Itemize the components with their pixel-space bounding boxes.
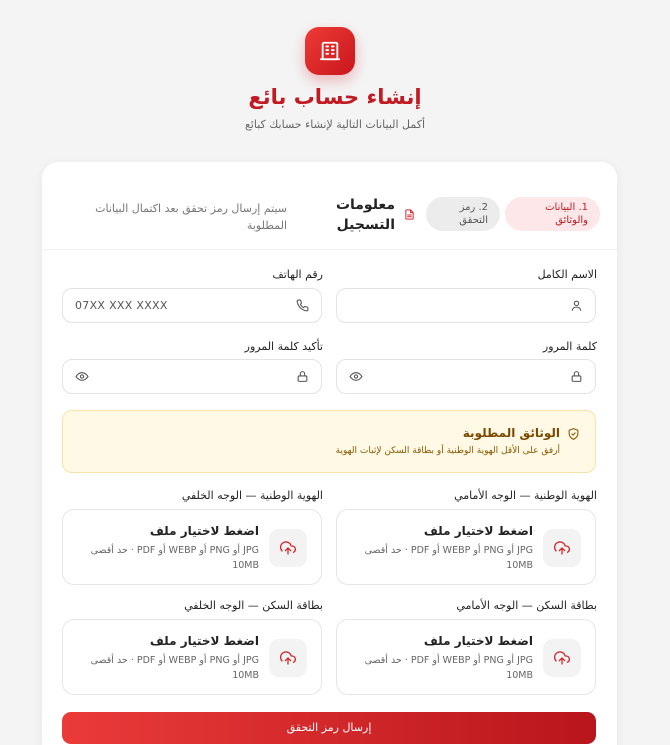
upload-residence-card-front[interactable]: [336, 619, 596, 695]
phone-icon: [296, 299, 309, 312]
page-subtitle: أكمل البيانات التالية لإنشاء حسابك كبائع: [244, 118, 426, 131]
notice-text: أرفق على الأقل الهوية الوطنية أو بطاقة السكن لإثبات الهوية: [335, 446, 560, 456]
registration-card: [42, 162, 617, 745]
upload-national-id-front[interactable]: [336, 509, 596, 585]
eye-icon[interactable]: [349, 370, 363, 383]
full-name-input[interactable]: [336, 288, 596, 323]
eye-icon[interactable]: [75, 370, 89, 383]
upload-hint: JPG أو PNG أو WEBP أو PDF · حد أقصى 10MB: [364, 655, 533, 681]
upload-icon: [269, 639, 307, 677]
upload-title: اضغط لاختيار ملف: [423, 634, 533, 648]
step-verification[interactable]: 2. رمز التحقق: [426, 197, 500, 231]
required-documents-notice: [62, 410, 596, 473]
upload-label: بطاقة السكن — الوجه الخلفي: [184, 599, 323, 612]
upload-hint: JPG أو PNG أو WEBP أو PDF · حد أقصى 10MB: [364, 545, 533, 571]
upload-label: الهوية الوطنية — الوجه الأمامي: [454, 489, 597, 502]
lock-icon: [296, 370, 309, 383]
upload-national-id-back[interactable]: [62, 509, 322, 585]
step-documents[interactable]: 1. البيانات والوثائق: [505, 197, 600, 231]
upload-label: بطاقة السكن — الوجه الأمامي: [456, 599, 597, 612]
send-verification-code-button[interactable]: إرسال رمز التحقق: [62, 712, 596, 744]
password-label: كلمة المرور: [542, 340, 597, 353]
password-input[interactable]: [336, 359, 596, 394]
notice-title: الوثائق المطلوبة: [462, 426, 560, 440]
upload-label: الهوية الوطنية — الوجه الخلفي: [181, 489, 323, 502]
upload-hint: JPG أو PNG أو WEBP أو PDF · حد أقصى 10MB: [90, 545, 259, 571]
lock-icon: [570, 370, 583, 383]
verification-note: سيتم إرسال رمز تحقق بعد اكتمال البيانات المطلوبة: [95, 202, 287, 232]
confirm-password-label: تأكيد كلمة المرور: [244, 340, 323, 353]
upload-title: اضغط لاختيار ملف: [149, 634, 259, 648]
upload-residence-card-back[interactable]: [62, 619, 322, 695]
phone-label: رقم الهاتف: [272, 268, 323, 281]
store-icon: [319, 40, 341, 62]
steps-header: [42, 162, 617, 250]
phone-placeholder: 07XX XXX XXXX: [75, 299, 168, 312]
upload-icon: [543, 639, 581, 677]
full-name-label: الاسم الكامل: [537, 268, 597, 281]
document-icon: [404, 208, 415, 221]
upload-hint: JPG أو PNG أو WEBP أو PDF · حد أقصى 10MB: [90, 655, 259, 681]
phone-input[interactable]: [62, 288, 322, 323]
user-icon: [570, 299, 583, 312]
confirm-password-input[interactable]: [62, 359, 322, 394]
upload-title: اضغط لاختيار ملف: [149, 524, 259, 538]
upload-icon: [543, 529, 581, 567]
store-logo: [305, 27, 355, 75]
shield-check-icon: [567, 427, 580, 441]
upload-icon: [269, 529, 307, 567]
page-title: إنشاء حساب بائع: [248, 85, 422, 109]
upload-title: اضغط لاختيار ملف: [423, 524, 533, 538]
section-heading: معلومات التسجيل: [335, 197, 395, 233]
